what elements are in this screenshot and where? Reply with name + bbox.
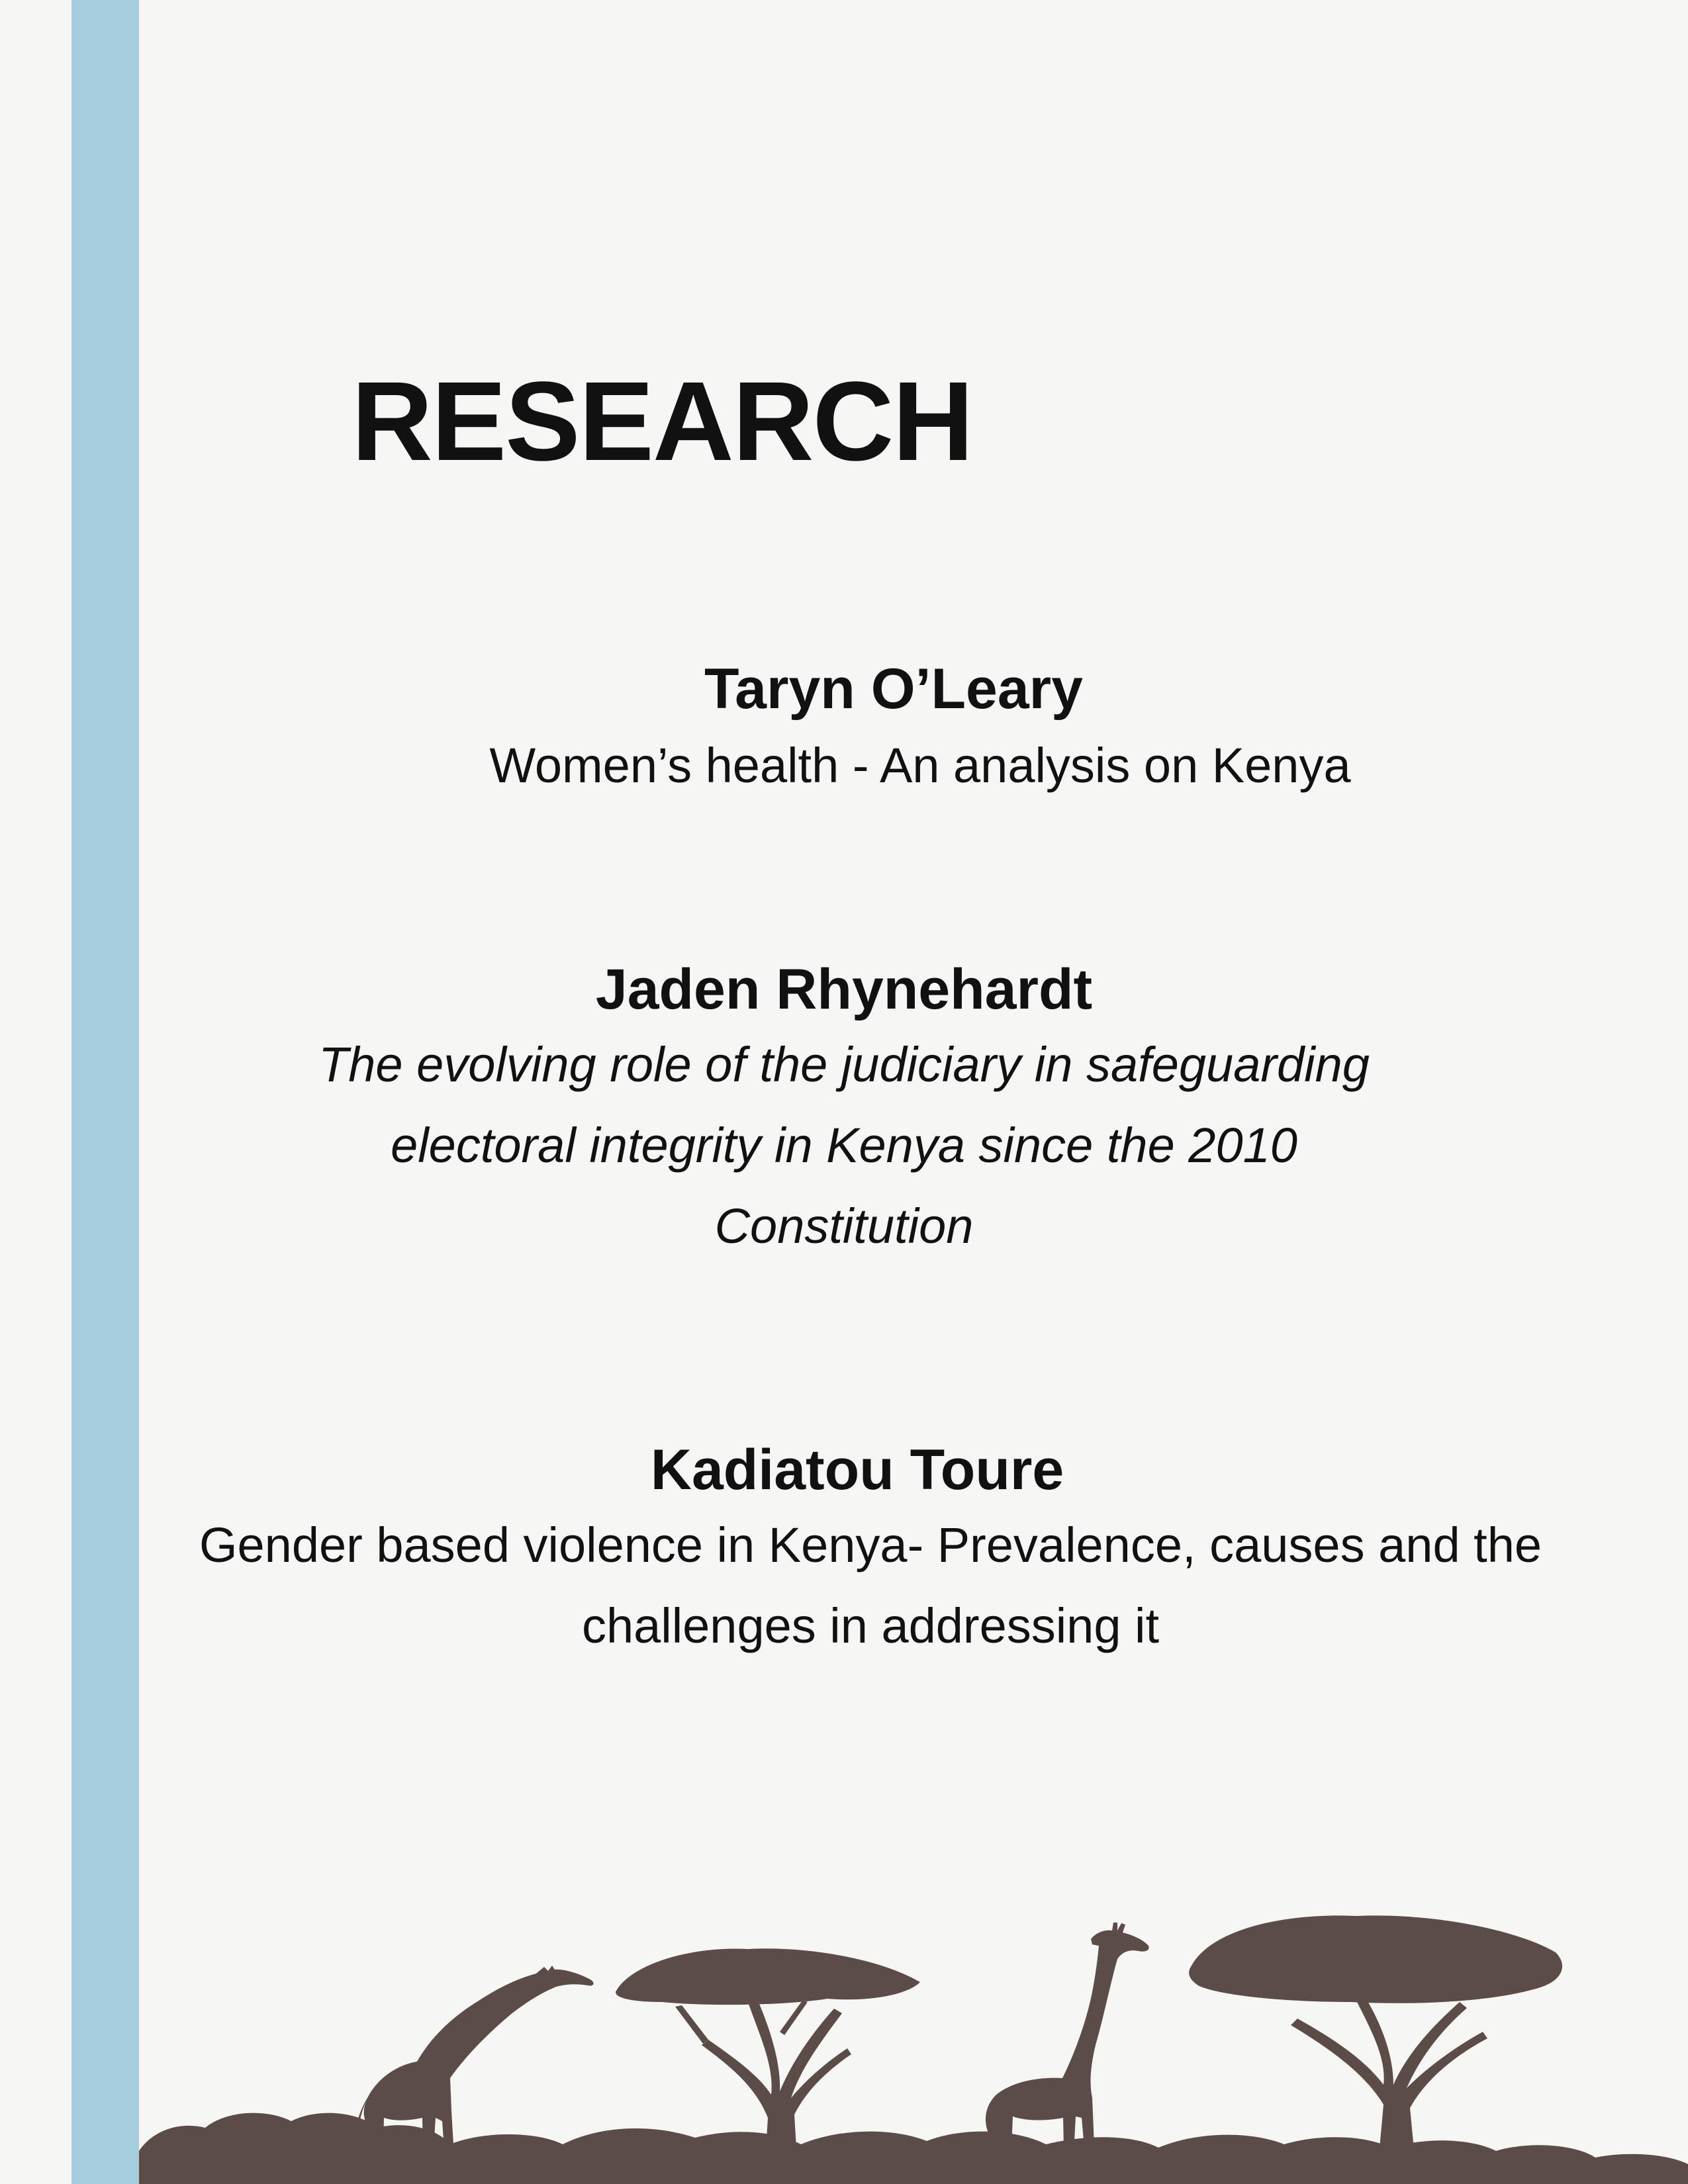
research-topic: The evolving role of the judiciary in safeguarding electoral integrity in Kenya since the 2010 Constitution <box>318 1037 1370 1253</box>
research-entry <box>0 657 1688 806</box>
research-topic: Gender based violence in Kenya- Prevalence, causes and the challenges in addressing it <box>199 1518 1542 1653</box>
research-entry <box>0 958 1688 1267</box>
savanna-silhouette-icon <box>139 1866 1688 2184</box>
page-title: RESEARCH <box>351 359 972 484</box>
research-topic: Women’s health - An analysis on Kenya <box>489 738 1351 793</box>
researcher-name: Jaden Rhynehardt <box>595 958 1093 1021</box>
researcher-name: Taryn O’Leary <box>704 657 1083 721</box>
researcher-name: Kadiatou Toure <box>650 1438 1064 1502</box>
research-entry <box>0 1438 1688 1666</box>
